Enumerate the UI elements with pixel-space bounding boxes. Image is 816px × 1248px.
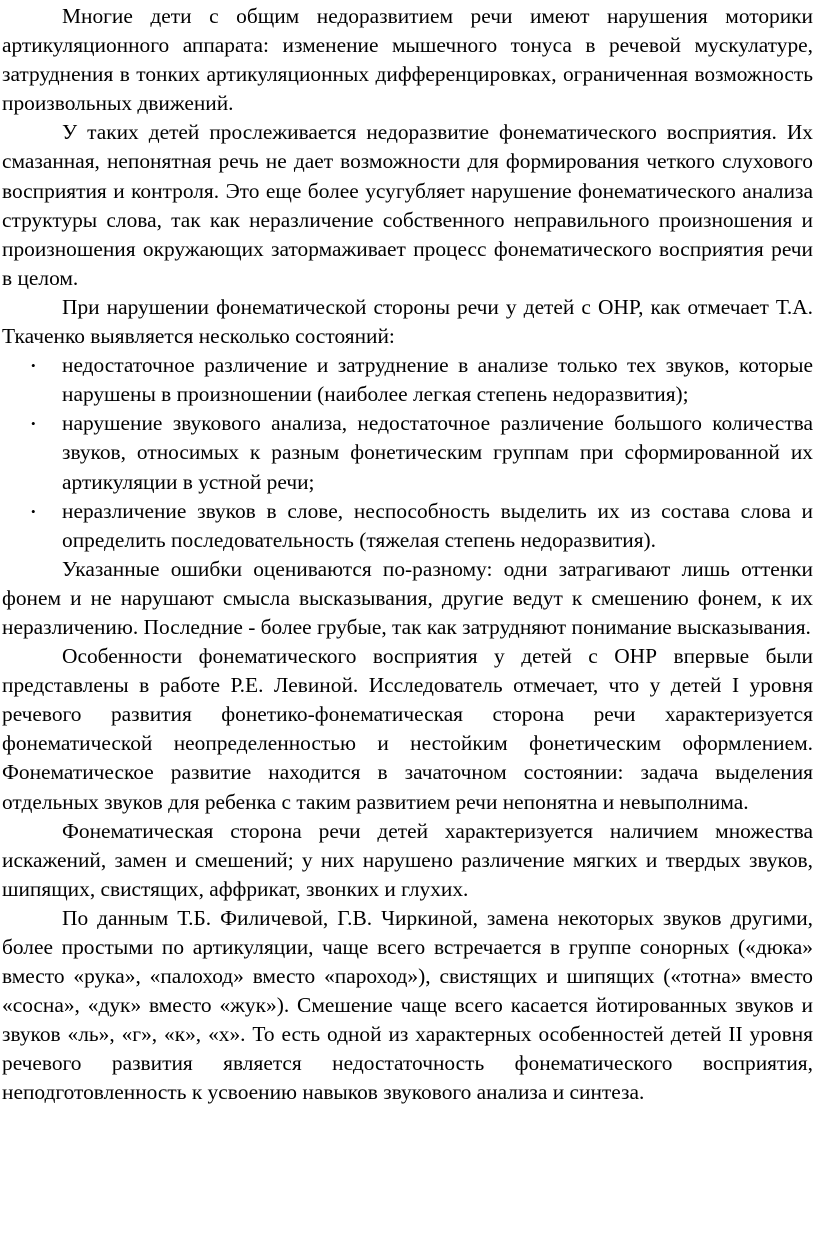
list-item-text: неразличение звуков в слове, неспособность выделить их из состава слова и определить последовательность (тяжелая степень недоразвития).: [62, 498, 813, 552]
paragraph-tkachenko-states: При нарушении фонематической стороны речи у детей с ОНР, как отмечает Т.А. Ткаченко выявляется несколько состояний:: [2, 294, 813, 349]
bullet-icon: •: [31, 358, 36, 374]
list-item: [31, 351, 813, 409]
list-item: [31, 409, 813, 496]
paragraph-motor-impairment: Многие дети с общим недоразвитием речи имеют нарушения моторики артикуляционного аппарата: изменение мышечного тонуса в речевой мускулатуре, затруднения в тонких артикуляционных дифференцировках, ограниченная возможность произвольных движений.: [2, 4, 813, 116]
list-item-text: нарушение звукового анализа, недостаточное различение большого количества звуков, относимых к разным фонетическим группам при сформированной их артикуляции в устной речи;: [62, 411, 813, 494]
bullet-list: [2, 351, 813, 555]
paragraph-error-assessment: Указанные ошибки оцениваются по-разному: одни затрагивают лишь оттенки фонем и не нарушают смысла высказывания, другие ведут к смешению фонем, к их неразличению. Последние - более грубые, так как затрудняют понимание высказывания.: [2, 556, 813, 639]
bullet-icon: •: [31, 503, 36, 519]
list-item: [31, 497, 813, 555]
paragraph-levina-study: Особенности фонематического восприятия у детей с ОНР впервые были представлены в работе Р.Е. Левиной. Исследователь отмечает, что у детей I уровня речевого развития фонетико-фонематическая сторона речи характеризуется фонематической неопределенностью и нестойким фонетическим оформлением. Фонематическое развитие находится в зачаточном состоянии: задача выделения отдельных звуков для ребенка с таким развитием речи непонятна и невыполнима.: [2, 644, 813, 814]
paragraph-phonemic-perception: У таких детей прослеживается недоразвитие фонематического восприятия. Их смазанная, непонятная речь не дает возможности для формирования четкого слухового восприятия и контроля. Это еще более усугубляет нарушение фонематического анализа структуры слова, так как неразличение собственного неправильного произношения и произношения окружающих затормаживает процесс фонематического восприятия речи в целом.: [2, 120, 813, 290]
list-item-text: недостаточное различение и затруднение в анализе только тех звуков, которые нарушены в произношении (наиболее легкая степень недоразвития);: [62, 353, 813, 407]
paragraph-distortions: Фонематическая сторона речи детей характеризуется наличием множества искажений, замен и смешений; у них нарушено различение мягких и твердых звуков, шипящих, свистящих, аффрикат, звонких и глухих.: [2, 818, 813, 901]
bullet-icon: •: [31, 416, 36, 432]
paragraph-filicheva-chirkina: По данным Т.Б. Филичевой, Г.В. Чиркиной, замена некоторых звуков другими, более простыми по артикуляции, чаще всего встречается в группе сонорных («дюка» вместо «рука», «палоход» вместо «пароход»), свистящих и шипящих («тотна» вместо «сосна», «дук» вместо «жук»). Смешение чаще всего касается йотированных звуков и звуков «ль», «г», «к», «х». То есть одной из характерных особенностей детей II уровня речевого развития является недостаточность фонематического восприятия, неподготовленность к усвоению навыков звукового анализа и синтеза.: [2, 905, 813, 1105]
